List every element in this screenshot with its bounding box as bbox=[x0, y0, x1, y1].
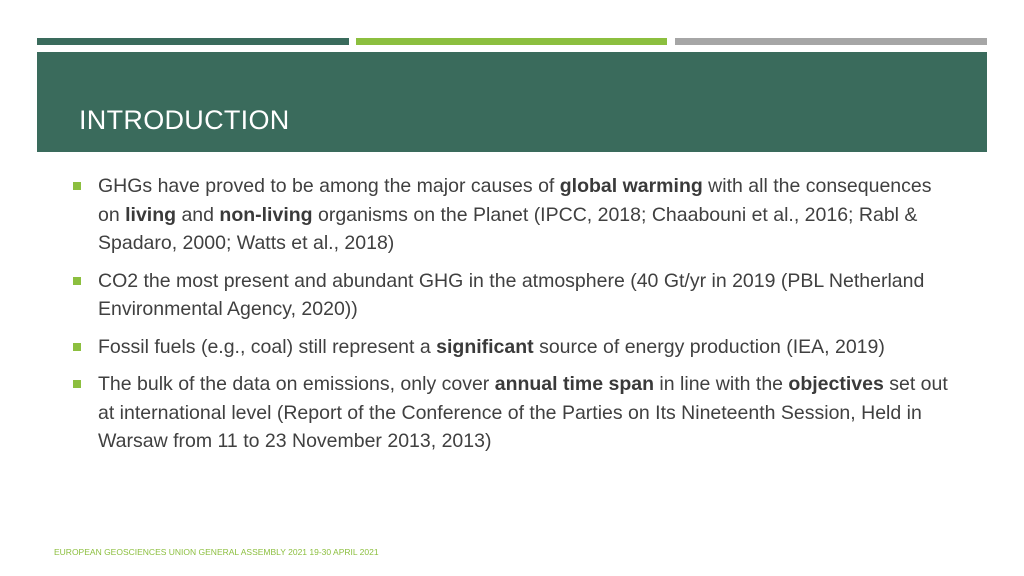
square-bullet-icon bbox=[73, 277, 81, 285]
bullet-text: The bulk of the data on emissions, only cover bbox=[98, 373, 495, 395]
bullet-text: and bbox=[176, 203, 220, 226]
bullet-emphasis: objectives bbox=[788, 373, 884, 395]
bullet-item bbox=[73, 172, 953, 258]
bullet-text: set out at international level (Report of the Conference of the Parties on Its Nineteenth Session, Held in Warsaw from 11 to 23 November 2013, 2013) bbox=[98, 373, 948, 452]
title-banner bbox=[37, 52, 987, 152]
bullet-emphasis: significant bbox=[436, 335, 534, 358]
bullet-item bbox=[73, 267, 953, 324]
top-stripe-dark bbox=[37, 38, 349, 45]
bullet-text: CO2 the most present and abundant GHG in the atmosphere (40 Gt/yr in 2019 (PBL Netherland Environmental Agency, 2020)) bbox=[98, 269, 925, 320]
bullet-text: with all the consequences on bbox=[98, 175, 932, 226]
bullet-item bbox=[73, 333, 953, 362]
square-bullet-icon bbox=[73, 343, 81, 351]
top-stripe-gray bbox=[675, 38, 987, 45]
bullet-text: in line with the bbox=[654, 373, 789, 395]
bullet-emphasis: living bbox=[125, 203, 177, 226]
square-bullet-icon bbox=[73, 182, 81, 190]
bullet-text: GHGs have proved to be among the major causes of bbox=[98, 175, 560, 197]
bullet-text: Fossil fuels (e.g., coal) still represent a bbox=[98, 335, 437, 358]
bullet-item bbox=[73, 370, 953, 456]
bullet-text: organisms on the Planet (IPCC, 2018; Chaabouni et al., 2016; Rabl & Spadaro, 2000; Watts et al., 2018) bbox=[98, 203, 918, 254]
footer-text: EUROPEAN GEOSCIENCES UNION GENERAL ASSEMBLY 2021 19-30 APRIL 2021 bbox=[54, 547, 379, 557]
bullet-emphasis: non-living bbox=[219, 203, 313, 226]
bullet-emphasis: annual time span bbox=[494, 373, 655, 395]
top-stripe-green bbox=[356, 38, 667, 45]
bullet-list bbox=[73, 172, 953, 465]
slide-title: INTRODUCTION bbox=[79, 105, 290, 135]
bullet-text: source of energy production (IEA, 2019) bbox=[533, 335, 885, 358]
bullet-emphasis: global warming bbox=[559, 175, 703, 197]
square-bullet-icon bbox=[73, 380, 81, 388]
